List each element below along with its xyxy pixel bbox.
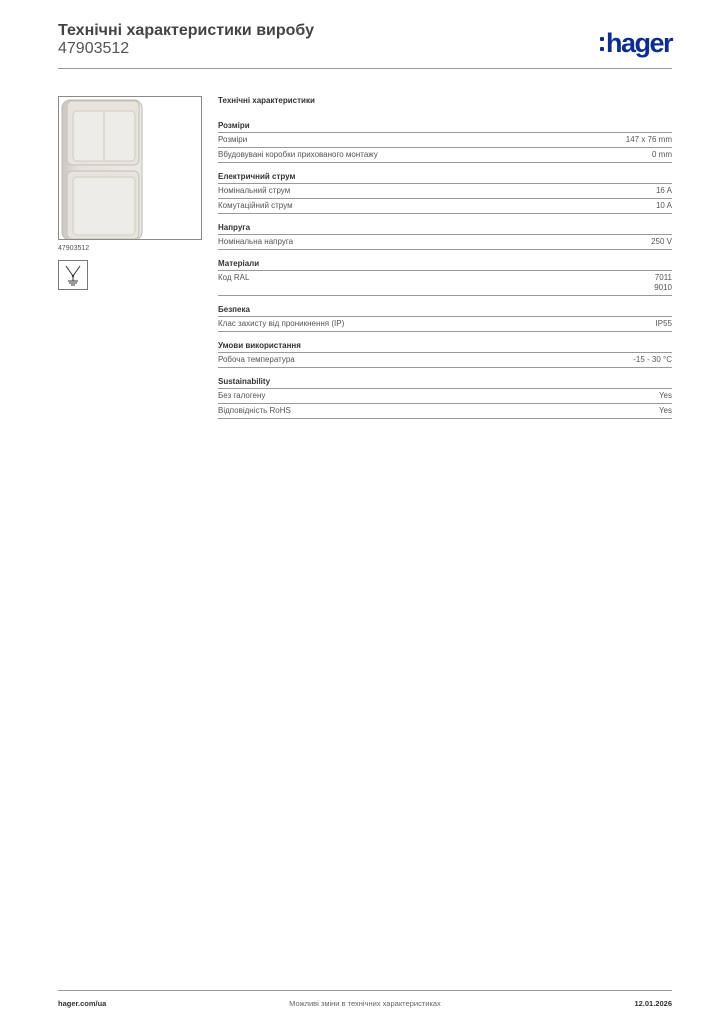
- spec-value: 16 A: [655, 186, 672, 195]
- spec-label: Номінальний струм: [218, 186, 291, 195]
- spec-row: [218, 352, 672, 368]
- spec-row: [218, 132, 672, 147]
- section-title: Sustainability: [218, 377, 271, 386]
- spec-label: Без галогену: [218, 391, 266, 400]
- footer-url-link[interactable]: hager.com/ua: [58, 999, 107, 1008]
- spec-row: [218, 147, 672, 163]
- spec-row: [218, 270, 672, 296]
- section-safety: [218, 304, 672, 332]
- spec-label: Робоча температура: [218, 355, 295, 364]
- switch-symbol-icon: [58, 260, 88, 290]
- spec-value: Yes: [658, 406, 672, 415]
- section-sustainability: [218, 376, 672, 419]
- spec-label: Вбудовувані коробки прихованого монтажу: [218, 150, 378, 159]
- page-header: [58, 22, 672, 69]
- section-materials: [218, 258, 672, 296]
- spec-value: 250 V: [651, 237, 672, 246]
- section-title: Розміри: [218, 121, 250, 130]
- spec-row: [218, 316, 672, 332]
- logo-text: hager: [605, 28, 672, 58]
- spec-label: Комутаційний струм: [218, 201, 293, 210]
- product-code: 47903512: [58, 40, 130, 57]
- section-title: Безпека: [218, 305, 250, 314]
- section-voltage: [218, 222, 672, 250]
- section-title: Електричний струм: [218, 172, 296, 181]
- product-panel: [58, 96, 202, 290]
- spec-value: 7011: [654, 273, 672, 282]
- spec-row: [218, 183, 672, 198]
- spec-label: Номінальна напруга: [218, 237, 294, 246]
- section-current: [218, 171, 672, 214]
- spec-label: Клас захисту від проникнення (IP): [218, 319, 345, 328]
- spec-value: 10 A: [655, 201, 672, 210]
- spec-title: Технічні характеристики: [218, 96, 315, 105]
- spec-label: Код RAL: [218, 273, 250, 282]
- product-photo: [58, 96, 202, 240]
- section-title: Матеріали: [218, 259, 260, 268]
- document-title: Технічні характеристики виробу: [58, 22, 314, 39]
- spec-row: [218, 234, 672, 250]
- logo-dot-bottom: [600, 47, 604, 51]
- logo-dot-top: [600, 37, 604, 41]
- footer-date: 12.01.2026: [634, 999, 672, 1008]
- spec-value: 147 x 76 mm: [625, 135, 672, 144]
- spec-label: Відповідність RoHS: [218, 406, 291, 415]
- spec-value: -15 - 30 °C: [633, 355, 672, 364]
- spec-row: [218, 198, 672, 214]
- spec-row: [218, 388, 672, 403]
- product-illustration: [59, 97, 201, 239]
- switch-symbol-drawing: [59, 261, 87, 289]
- section-usage: [218, 340, 672, 368]
- spec-table: [218, 96, 672, 427]
- footer-note: Можливі зміни в технічних характеристиках: [289, 999, 441, 1008]
- spec-value: IP55: [655, 319, 672, 328]
- section-title: Умови використання: [218, 341, 301, 350]
- logo-dots: [600, 37, 604, 51]
- spec-value: 9010: [654, 283, 672, 292]
- spec-row: [218, 403, 672, 419]
- spec-value: Yes: [658, 391, 672, 400]
- spec-value: 0 mm: [652, 150, 672, 159]
- section-title: Напруга: [218, 223, 251, 232]
- spec-label: Розміри: [218, 135, 248, 144]
- page-footer: [58, 990, 672, 1010]
- section-dimensions: [218, 120, 672, 163]
- hager-logo: [600, 30, 672, 56]
- product-code-caption: 47903512: [58, 245, 90, 252]
